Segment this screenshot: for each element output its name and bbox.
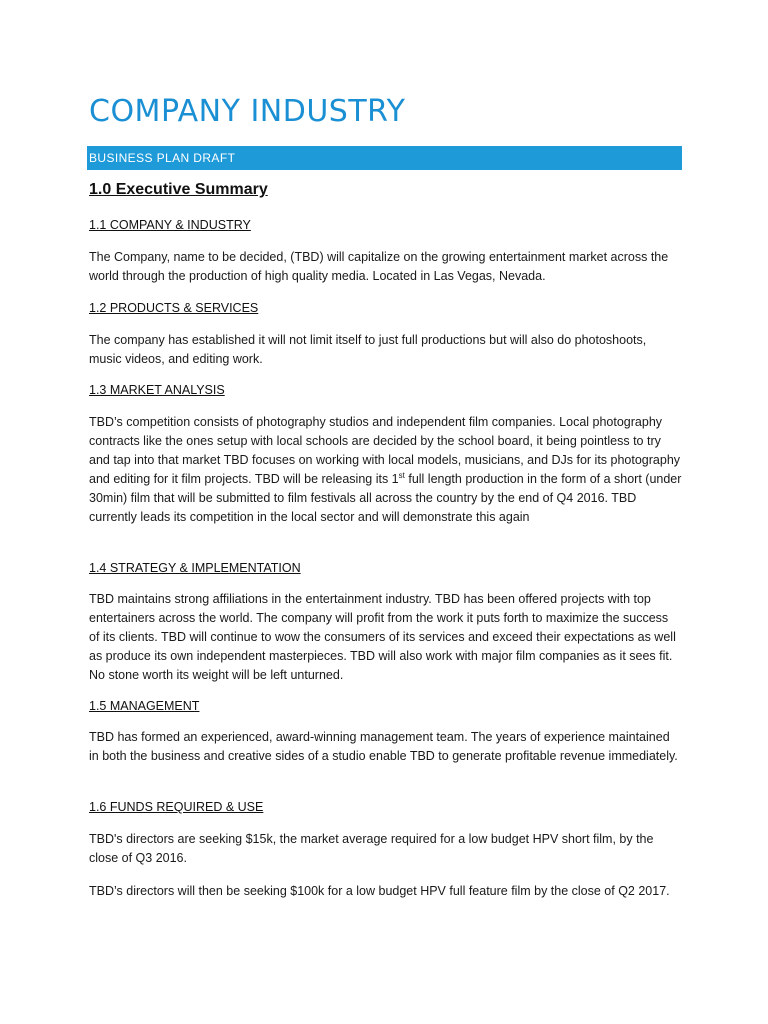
section-heading-strategy-implementation: 1.4 STRATEGY & IMPLEMENTATION [89, 561, 301, 575]
section-heading-company-industry: 1.1 COMPANY & INDUSTRY [89, 218, 251, 232]
document-title: COMPANY INDUSTRY [89, 94, 406, 129]
market-analysis-text-part-1: TBD’s competition consists of photography studios and independent film companies. Local photography contracts like the ones setup with local schools are decided by the school board, it being pointless to try and tap into that market TBD focuses on working with local models, musicians, and DJs for its photography and editing for it film projects. TBD will be releasing its 1 [89, 415, 681, 486]
section-heading-management: 1.5 MANAGEMENT [89, 699, 200, 713]
section-heading-market-analysis: 1.3 MARKET ANALYSIS [89, 383, 225, 397]
paragraph-market-analysis [89, 413, 682, 527]
paragraph-products-services: The company has established it will not limit itself to just full productions but will also do photoshoots, music videos, and editing work. [89, 333, 647, 366]
section-heading-products-services: 1.2 PRODUCTS & SERVICES [89, 301, 259, 315]
superscript-st: st [398, 470, 405, 480]
paragraph-strategy-implementation: TBD maintains strong affiliations in the entertainment industry. TBD has been offered projects with top entertainers across the world. The company will profit from the work it puts forth to maximize the success of its clients. TBD will continue to wow the consumers of its services and exceed their expectations as well as produce its own independent masterpieces. TBD will also work with major film companies as it sees fit. No stone worth its weight will be left unturned. [89, 592, 676, 682]
banner-subtitle: BUSINESS PLAN DRAFT [87, 146, 682, 170]
paragraph-management: TBD has formed an experienced, award-winning management team. The years of experience maintained in both the business and creative sides of a studio enable TBD to generate profitable revenue immediately. [89, 730, 678, 763]
section-heading-funds-required-use: 1.6 FUNDS REQUIRED & USE [89, 800, 264, 814]
executive-summary-heading: 1.0 Executive Summary [89, 181, 268, 198]
paragraph-company-industry: The Company, name to be decided, (TBD) will capitalize on the growing entertainment market across the world through the production of high quality media. Located in Las Vegas, Nevada. [89, 250, 669, 283]
market-analysis-text-part-2: full length production in the form of a short (under 30min) film that will be submitted to film festivals all across the country by the end of Q4 2016. TBD currently leads its competition in the local sector and will demonstrate this again [89, 472, 682, 524]
paragraph-funds-feature-film: TBD’s directors will then be seeking $100k for a low budget HPV full feature film by the close of Q2 2017. [89, 884, 670, 898]
paragraph-funds-short-film: TBD's directors are seeking $15k, the market average required for a low budget HPV short film, by the close of Q3 2016. [89, 832, 654, 865]
